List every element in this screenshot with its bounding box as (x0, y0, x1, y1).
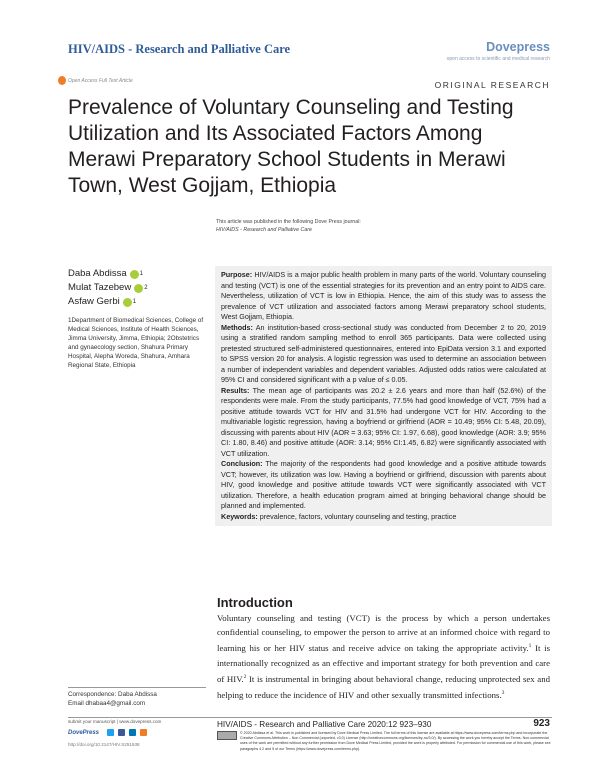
correspondence (68, 690, 157, 708)
author-name: Asfaw Gerbi (68, 296, 120, 307)
publisher-tagline: open access to scientific and medical research (446, 56, 550, 62)
author-affiliation-sup: 2 (144, 285, 148, 291)
orcid-icon[interactable] (130, 270, 139, 279)
author[interactable] (68, 267, 148, 281)
abstract-results (221, 386, 546, 460)
intro-text-2: It is internationally recognized as an effective and important strategy for both prevention and care of HIV. (217, 643, 550, 684)
purpose-label: Purpose: (221, 270, 253, 279)
results-label: Results: (221, 385, 250, 395)
correspondence-email[interactable]: Email dhabaa4@gmail.com (68, 700, 146, 707)
author[interactable] (68, 281, 148, 295)
methods-text: An institution-based cross-sectional study was conducted from December 2 to 20, 2019 using a stratified random sampling method to enroll 365 participants. Data were collected using pretested structured self-administered questionnaires, entered into EpiData version 3.1 and exported to SPSS version 20 for analysis. A logistic regression was used to determine an association between a number of independent variables and dependent variables. Adjusted odds ratios were calculated at 95% CI and considered significant with a p value of ≤ 0.05. (221, 322, 546, 384)
author-list (68, 267, 148, 309)
intro-text-1: Voluntary counseling and testing (VCT) is the process by which a person undertakes confidential counseling, to empower the person to arrive at an informed choice with regard to learning his or her HIV status and receive advice on taking the appropriate activity. (217, 613, 550, 654)
author-affiliation-sup: 1 (139, 271, 143, 277)
purpose-text: HIV/AIDS is a major public health problem in many parts of the world. Voluntary counseling and testing (VCT) is one of the essential strategies for its prevention and an entry point to AIDS care. Nevertheless, utilization of VCT is low in Ethiopia. Hence, the aim of this study was to assess the prevalence of VCT utilization and associated factors among Merawi preparatory school students, West Gojjam, Ethiopia. (221, 270, 546, 321)
author-name: Daba Abdissa (68, 268, 127, 279)
orcid-icon[interactable] (123, 298, 132, 307)
facebook-icon[interactable] (118, 729, 125, 736)
dovepress-logo[interactable]: DovePress (68, 730, 100, 736)
citation-link[interactable]: 2 (243, 673, 247, 680)
conclusion-text: The majority of the respondents had good knowledge and a positive attitude towards VCT; however, its utilization was low. Having a boyfriend or girlfriend, discussion with parents about HIV, good knowledge and positive attitude towards VCT were significantly associated with VCT utilization. Therefore, a health education program aimed at bringing behavioral change should be planned and implemented. (221, 459, 546, 510)
doi-link[interactable]: http://doi.org/10.2147/HIV.S251938 (68, 742, 140, 747)
abstract-purpose (221, 270, 546, 323)
intro-text-3: It is instrumental in bringing about behavioral change, reducing unprotected sex and helping to reduce the incidence of HIV and other sexually transmitted infections. (217, 673, 551, 700)
abstract-box (215, 266, 552, 526)
publisher-logo[interactable]: Dovepress (486, 40, 550, 54)
affiliations: 1Department of Biomedical Sciences, College of Medical Sciences, Institute of Health Sciences, Jimma University, Jimma, Ethiopia; 2Obstetrics and gynaecology section, Shahura Primary Hospital, Alepha Woreda, Shahura, Amhara Regional State, Ethiopia (68, 317, 204, 369)
creative-commons-icon[interactable] (217, 731, 237, 740)
citation-link[interactable]: 1 (528, 643, 532, 650)
author-affiliation-sup: 1 (132, 299, 137, 305)
introduction-paragraph (217, 611, 550, 702)
keywords-label: Keywords: (221, 511, 258, 521)
license-text: © 2020 Abdissa et al. This work is published and licensed by Dove Medical Press Limited. The full terms of this license are available at https://www.dovepress.com/terms.php and incorporate the Creative Commons Attribution – Non Commercial (unported, v3.0) License (http://creativecommons.org/licenses/by-nc/3.0/). By accessing the work you hereby accept the Terms. Non-commercial uses of the work are permitted without any further permission from Dove Medical Press Limited, provided the work is properly attributed. For permission for commercial use of this work, please see paragraphs 4.2 and 5 of our Terms (https://www.dovepress.com/terms.php). (240, 731, 551, 751)
author-name: Mulat Tazebew (68, 282, 132, 293)
abstract-keywords (221, 512, 546, 523)
abstract-conclusion (221, 459, 546, 512)
publication-note (216, 218, 361, 234)
linkedin-icon[interactable] (129, 729, 136, 736)
page-number: 923 (533, 718, 550, 729)
results-text: The mean age of participants was 20.2 ± 2.6 years and more than half (52.6%) of the respondents were male. From the study participants, 77.5% had good knowledge of VCT, 75% had a positive attitude towards VCT for HIV and 31.5% had undergone VCT for HIV. According to the multivariable logistic regression, having a boyfriend or girlfriend (AOR = 10.49; 95% CI: 5.48, 20.09), discussing with parents about HIV (AOR = 3.63; 95% CI: 1.97, 6.68), good knowledge (AOR: 3.9; 95% CI: 1.80, 8.46) and positive attitude (AOR: 3.14; 95% CI:1.45, 6.82) were significantly associated with VCT utilization. (221, 385, 547, 458)
methods-label: Methods: (221, 322, 253, 332)
keywords-text: prevalence, factors, voluntary counseling and testing, practice (259, 511, 457, 521)
correspondence-divider (68, 687, 206, 688)
footer-divider (68, 717, 552, 718)
section-heading-introduction: Introduction (217, 595, 293, 610)
conclusion-label: Conclusion: (221, 459, 263, 468)
twitter-icon[interactable] (107, 729, 114, 736)
share-icon[interactable] (140, 729, 147, 736)
abstract-methods (221, 323, 546, 386)
open-access-icon (58, 76, 66, 85)
publication-note-text: This article was published in the following Dove Press journal: (216, 219, 361, 225)
social-icons (107, 729, 147, 736)
article-type: ORIGINAL RESEARCH (434, 80, 550, 90)
orcid-icon[interactable] (134, 284, 143, 293)
citation-link[interactable]: 3 (501, 689, 505, 696)
open-access-label: Open Access Full Text Article (68, 78, 133, 84)
correspondence-name: Correspondence: Daba Abdissa (68, 691, 157, 698)
journal-name: HIV/AIDS - Research and Palliative Care (68, 42, 291, 56)
submit-manuscript-link[interactable]: submit your manuscript | www.dovepress.com (68, 719, 162, 724)
footer-citation: HIV/AIDS - Research and Palliative Care 2020:12 923–930 (217, 720, 432, 729)
article-title: Prevalence of Voluntary Counseling and Testing Utilization and Its Associated Factors Among Merawi Preparatory School Students in Merawi Town, West Gojjam, Ethiopia (68, 96, 514, 197)
publication-note-journal: HIV/AIDS - Research and Palliative Care (216, 227, 312, 233)
author[interactable] (68, 295, 148, 309)
